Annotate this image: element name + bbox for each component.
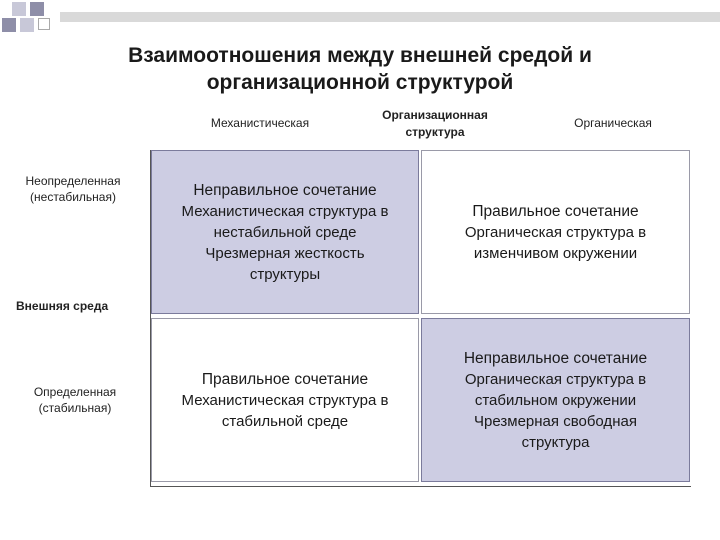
cell-certain-mechanistic	[151, 318, 419, 482]
cell-heading: Неправильное сочетание	[193, 181, 377, 199]
header-bar	[60, 12, 720, 22]
row-label-uncertain-line-1: Неопределенная	[25, 174, 121, 188]
cell-line: структуры	[249, 265, 321, 283]
cell-certain-organic	[421, 318, 690, 482]
cell-line: Механистическая структура в	[181, 202, 389, 220]
column-header-organic: Органическая	[574, 116, 652, 130]
cell-line: структура	[521, 433, 590, 451]
cell-line: Органическая структура в	[464, 223, 647, 241]
cell-line: нестабильной среде	[213, 223, 357, 241]
cell-uncertain-organic	[421, 150, 690, 314]
column-header-org-structure	[355, 107, 515, 141]
cell-line: Чрезмерная свободная	[474, 412, 637, 430]
cell-line: стабильной среде	[221, 412, 349, 430]
cell-line: Чрезмерная жесткость	[205, 244, 365, 262]
title-line-2: организационной структурой	[206, 71, 514, 94]
cell-line: изменчивом окружении	[473, 244, 638, 262]
cell-uncertain-mechanistic	[151, 150, 419, 314]
title-line-1: Взаимоотношения между внешней средой и	[128, 44, 592, 67]
cell-line: Органическая структура в	[464, 370, 647, 388]
column-header-mechanistic: Механистическая	[210, 116, 310, 130]
row-label-uncertain	[6, 173, 140, 205]
cell-heading: Неправильное сочетание	[463, 349, 648, 367]
org-structure-line-1: Организационная	[382, 108, 488, 122]
decor-square	[20, 18, 34, 32]
row-axis-environment: Внешняя среда	[16, 299, 109, 313]
cell-heading: Правильное сочетание	[472, 202, 639, 220]
page-title	[40, 42, 680, 96]
row-label-certain-line-1: Определенная	[33, 385, 117, 399]
decor-square	[38, 18, 50, 30]
row-label-uncertain-line-2: (нестабильная)	[30, 190, 116, 204]
row-label-certain	[10, 384, 140, 416]
decor-square	[30, 2, 44, 16]
cell-line: стабильном окружении	[474, 391, 637, 409]
org-structure-line-2: структура	[405, 125, 465, 139]
decor-square	[12, 2, 26, 16]
cell-heading: Правильное сочетание	[201, 370, 369, 388]
decor-square	[2, 18, 16, 32]
cell-line: Механистическая структура в	[181, 391, 389, 409]
row-label-certain-line-2: (стабильная)	[38, 401, 112, 415]
